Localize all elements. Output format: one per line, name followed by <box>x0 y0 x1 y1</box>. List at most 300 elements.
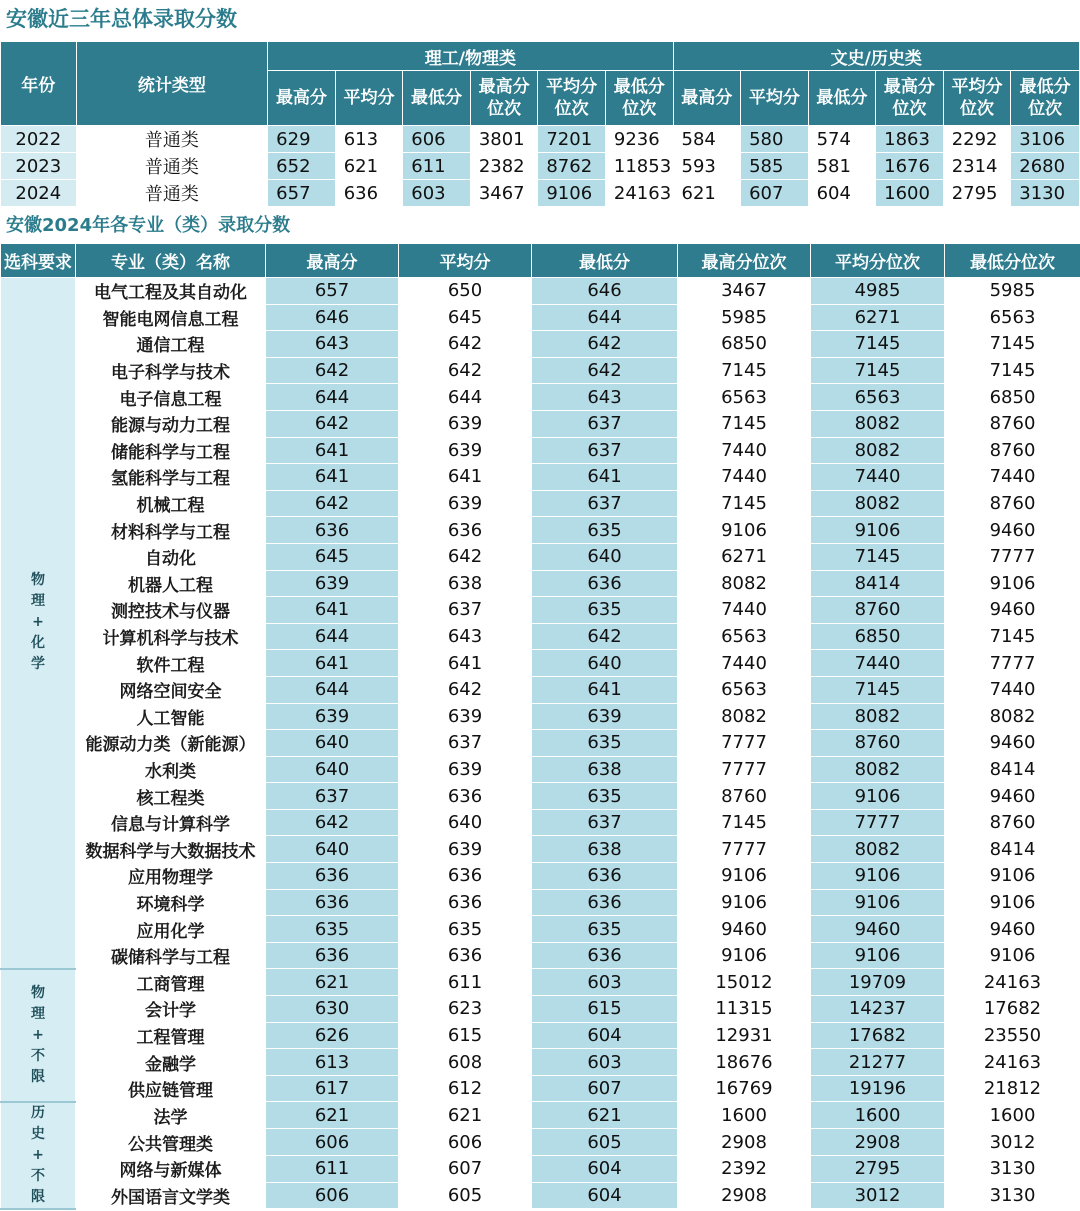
score-cell: 7145 <box>811 543 945 570</box>
score-cell: 7440 <box>678 650 811 677</box>
score-cell: 621 <box>399 1102 532 1129</box>
requirement-char: 限 <box>31 1188 45 1205</box>
column-header: 平均分位次 <box>811 244 945 278</box>
subheader-line: 最低分 <box>1019 77 1071 97</box>
score-subheader <box>268 71 336 126</box>
score-cell: 644 <box>399 384 532 411</box>
score-cell: 6850 <box>678 331 811 358</box>
table-row <box>1 1075 1080 1102</box>
score-subheader <box>673 71 741 126</box>
overall-scores-title: 安徽近三年总体录取分数 <box>6 7 237 31</box>
score-cell: 637 <box>399 730 532 757</box>
score-cell: 642 <box>266 410 399 437</box>
score-cell: 617 <box>266 1075 399 1102</box>
year-cell: 2024 <box>1 180 77 207</box>
score-cell: 642 <box>532 357 678 384</box>
score-cell: 8414 <box>945 836 1080 863</box>
table-row <box>1 863 1080 890</box>
requirement-char: 历 <box>31 1104 45 1121</box>
subheader-line: 平均分 <box>748 88 800 108</box>
score-cell: 641 <box>399 464 532 491</box>
score-cell: 644 <box>266 676 399 703</box>
score-cell: 5985 <box>945 278 1080 305</box>
requirement-char: + <box>32 614 44 631</box>
major-name-cell: 材料科学与工程 <box>76 517 266 544</box>
score-cell: 9460 <box>945 783 1080 810</box>
score-cell: 642 <box>399 331 532 358</box>
score-cell: 2795 <box>811 1155 945 1182</box>
score-cell: 3012 <box>945 1129 1080 1156</box>
score-cell: 629 <box>268 126 336 153</box>
table-row <box>1 153 1080 180</box>
column-header: 最高分 <box>266 244 399 278</box>
score-cell: 636 <box>266 517 399 544</box>
subheader-line: 位次 <box>487 99 522 119</box>
score-cell: 18676 <box>678 1049 811 1076</box>
score-cell: 640 <box>532 543 678 570</box>
score-cell: 621 <box>673 180 741 207</box>
score-cell: 9106 <box>811 863 945 890</box>
score-cell: 645 <box>266 543 399 570</box>
table-row <box>1 1155 1080 1182</box>
score-cell: 638 <box>532 836 678 863</box>
score-cell: 1600 <box>876 180 944 207</box>
score-cell: 8082 <box>811 756 945 783</box>
major-name-cell: 碳储科学与工程 <box>76 942 266 969</box>
score-cell: 24163 <box>605 180 673 207</box>
score-cell: 8414 <box>945 756 1080 783</box>
score-cell: 637 <box>532 437 678 464</box>
score-cell: 643 <box>399 623 532 650</box>
score-cell: 7777 <box>678 730 811 757</box>
score-cell: 642 <box>399 543 532 570</box>
major-name-cell: 供应链管理 <box>76 1075 266 1102</box>
score-cell: 8082 <box>811 437 945 464</box>
score-cell: 8760 <box>811 597 945 624</box>
score-cell: 635 <box>266 916 399 943</box>
score-cell: 7777 <box>678 756 811 783</box>
score-cell: 640 <box>266 836 399 863</box>
major-name-cell: 法学 <box>76 1102 266 1129</box>
major-name-cell: 环境科学 <box>76 889 266 916</box>
major-name-cell: 电子信息工程 <box>76 384 266 411</box>
score-cell: 9106 <box>811 783 945 810</box>
score-cell: 640 <box>266 756 399 783</box>
score-cell: 24163 <box>945 1049 1080 1076</box>
table-row <box>1 357 1080 384</box>
score-cell: 12931 <box>678 1022 811 1049</box>
score-cell: 636 <box>399 863 532 890</box>
score-cell: 15012 <box>678 969 811 996</box>
score-cell: 7777 <box>945 543 1080 570</box>
score-cell: 1600 <box>945 1102 1080 1129</box>
score-cell: 6271 <box>811 304 945 331</box>
score-cell: 7145 <box>678 357 811 384</box>
score-cell: 7145 <box>678 809 811 836</box>
score-cell: 639 <box>399 410 532 437</box>
subheader-line: 最低分 <box>613 77 665 97</box>
subheader-line: 位次 <box>892 99 927 119</box>
score-cell: 2908 <box>811 1129 945 1156</box>
score-cell: 6563 <box>945 304 1080 331</box>
requirement-char: 化 <box>31 635 45 652</box>
score-cell: 635 <box>399 916 532 943</box>
score-cell: 640 <box>399 809 532 836</box>
score-cell: 639 <box>399 756 532 783</box>
subheader-line: 最低分 <box>411 88 463 108</box>
score-cell: 615 <box>532 996 678 1023</box>
subheader-line: 位次 <box>959 99 994 119</box>
score-cell: 642 <box>399 676 532 703</box>
column-header: 专业（类）名称 <box>76 244 266 278</box>
score-cell: 2292 <box>943 126 1011 153</box>
score-cell: 9106 <box>811 517 945 544</box>
score-cell: 16769 <box>678 1075 811 1102</box>
score-cell: 7440 <box>811 464 945 491</box>
column-header: 最低分 <box>532 244 678 278</box>
score-cell: 657 <box>268 180 336 207</box>
score-cell: 7440 <box>945 676 1080 703</box>
score-cell: 621 <box>266 969 399 996</box>
score-cell: 7440 <box>945 464 1080 491</box>
major-name-cell: 能源与动力工程 <box>76 410 266 437</box>
score-cell: 638 <box>532 756 678 783</box>
score-cell: 641 <box>399 650 532 677</box>
subheader-line: 平均分 <box>546 77 598 97</box>
year-header: 年份 <box>1 42 77 126</box>
score-cell: 5985 <box>678 304 811 331</box>
major-name-cell: 人工智能 <box>76 703 266 730</box>
score-cell: 637 <box>399 597 532 624</box>
major-name-cell: 计算机科学与技术 <box>76 623 266 650</box>
score-cell: 9460 <box>945 730 1080 757</box>
score-cell: 9106 <box>945 889 1080 916</box>
score-cell: 7145 <box>811 676 945 703</box>
column-header: 平均分 <box>399 244 532 278</box>
major-name-cell: 电子科学与技术 <box>76 357 266 384</box>
score-cell: 638 <box>399 570 532 597</box>
score-cell: 639 <box>266 703 399 730</box>
overall-header-row <box>1 42 1080 71</box>
score-cell: 8760 <box>945 437 1080 464</box>
score-cell: 1600 <box>811 1102 945 1129</box>
score-cell: 11853 <box>605 153 673 180</box>
major-name-cell: 机械工程 <box>76 490 266 517</box>
score-cell: 3106 <box>1011 126 1080 153</box>
score-cell: 8082 <box>945 703 1080 730</box>
score-cell: 642 <box>532 331 678 358</box>
table-row <box>1 304 1080 331</box>
table-row <box>1 1182 1080 1209</box>
subheader-line: 平均分 <box>951 77 1003 97</box>
major-name-cell: 工程管理 <box>76 1022 266 1049</box>
score-cell: 636 <box>532 942 678 969</box>
score-cell: 21812 <box>945 1075 1080 1102</box>
score-cell: 626 <box>266 1022 399 1049</box>
table-row <box>1 543 1080 570</box>
score-cell: 8760 <box>811 730 945 757</box>
major-name-cell: 软件工程 <box>76 650 266 677</box>
type-cell: 普通类 <box>76 180 268 207</box>
score-cell: 3012 <box>811 1182 945 1209</box>
major-name-cell: 应用化学 <box>76 916 266 943</box>
table-row <box>1 650 1080 677</box>
score-cell: 593 <box>673 153 741 180</box>
score-cell: 635 <box>532 730 678 757</box>
table-row <box>1 278 1080 305</box>
score-cell: 635 <box>532 783 678 810</box>
score-cell: 644 <box>266 623 399 650</box>
score-cell: 641 <box>266 650 399 677</box>
score-cell: 657 <box>266 278 399 305</box>
score-cell: 639 <box>266 570 399 597</box>
subheader-line: 位次 <box>1028 99 1063 119</box>
score-cell: 8760 <box>678 783 811 810</box>
score-cell: 603 <box>532 1049 678 1076</box>
score-cell: 621 <box>266 1102 399 1129</box>
major-name-cell: 应用物理学 <box>76 863 266 890</box>
major-name-cell: 数据科学与大数据技术 <box>76 836 266 863</box>
type-cell: 普通类 <box>76 153 268 180</box>
table-row <box>1 1049 1080 1076</box>
score-cell: 7777 <box>678 836 811 863</box>
score-cell: 644 <box>266 384 399 411</box>
score-cell: 636 <box>266 863 399 890</box>
score-cell: 6563 <box>678 384 811 411</box>
score-cell: 641 <box>532 464 678 491</box>
table-row <box>1 783 1080 810</box>
score-cell: 9106 <box>678 863 811 890</box>
score-cell: 642 <box>532 623 678 650</box>
table-row <box>1 437 1080 464</box>
score-cell: 607 <box>532 1075 678 1102</box>
table-row <box>1 180 1080 207</box>
subheader-line: 最高分 <box>883 77 935 97</box>
table-row <box>1 942 1080 969</box>
score-cell: 8414 <box>811 570 945 597</box>
score-cell: 636 <box>532 863 678 890</box>
major-name-cell: 智能电网信息工程 <box>76 304 266 331</box>
score-subheader <box>335 71 403 126</box>
overall-scores-table <box>0 41 1080 207</box>
table-row <box>1 331 1080 358</box>
score-cell: 1863 <box>876 126 944 153</box>
major-name-cell: 机器人工程 <box>76 570 266 597</box>
score-cell: 21277 <box>811 1049 945 1076</box>
score-cell: 574 <box>808 126 876 153</box>
score-cell: 8760 <box>945 809 1080 836</box>
table-row <box>1 464 1080 491</box>
table-row <box>1 570 1080 597</box>
table-row <box>1 1102 1080 1129</box>
score-cell: 611 <box>399 969 532 996</box>
score-cell: 8082 <box>811 703 945 730</box>
score-cell: 584 <box>673 126 741 153</box>
score-cell: 645 <box>399 304 532 331</box>
score-cell: 640 <box>532 650 678 677</box>
table-row <box>1 126 1080 153</box>
score-cell: 641 <box>532 676 678 703</box>
table-row <box>1 836 1080 863</box>
score-cell: 8082 <box>678 570 811 597</box>
score-subheader <box>741 71 809 126</box>
score-cell: 604 <box>808 180 876 207</box>
score-cell: 643 <box>266 331 399 358</box>
score-cell: 641 <box>266 437 399 464</box>
score-cell: 4985 <box>811 278 945 305</box>
table-row <box>1 889 1080 916</box>
major-name-cell: 自动化 <box>76 543 266 570</box>
score-cell: 8082 <box>811 490 945 517</box>
major-name-cell: 水利类 <box>76 756 266 783</box>
requirement-char: 不 <box>31 1167 45 1184</box>
subheader-line: 位次 <box>622 99 657 119</box>
score-cell: 636 <box>399 889 532 916</box>
score-cell: 19709 <box>811 969 945 996</box>
score-cell: 636 <box>532 570 678 597</box>
score-cell: 7145 <box>945 357 1080 384</box>
score-cell: 9460 <box>945 916 1080 943</box>
major-name-cell: 工商管理 <box>76 969 266 996</box>
score-cell: 1600 <box>678 1102 811 1129</box>
score-cell: 6850 <box>945 384 1080 411</box>
type-cell: 普通类 <box>76 126 268 153</box>
score-cell: 8082 <box>811 836 945 863</box>
score-cell: 650 <box>399 278 532 305</box>
score-cell: 9106 <box>945 570 1080 597</box>
score-cell: 611 <box>403 153 471 180</box>
major-name-cell: 信息与计算科学 <box>76 809 266 836</box>
requirement-char: 物 <box>31 984 45 1001</box>
score-cell: 7440 <box>811 650 945 677</box>
table-row <box>1 1129 1080 1156</box>
score-cell: 7440 <box>678 464 811 491</box>
score-cell: 637 <box>532 809 678 836</box>
subject-requirement-cell <box>1 278 76 969</box>
table-row <box>1 676 1080 703</box>
score-cell: 9106 <box>811 889 945 916</box>
score-cell: 581 <box>808 153 876 180</box>
subheader-line: 最低分 <box>816 88 868 108</box>
subject-group-header: 文史/历史类 <box>673 42 1079 71</box>
year-cell: 2022 <box>1 126 77 153</box>
score-cell: 607 <box>741 180 809 207</box>
score-cell: 639 <box>399 490 532 517</box>
score-cell: 637 <box>532 490 678 517</box>
score-cell: 7145 <box>945 623 1080 650</box>
major-name-cell: 公共管理类 <box>76 1129 266 1156</box>
major-name-cell: 氢能科学与工程 <box>76 464 266 491</box>
score-cell: 636 <box>399 783 532 810</box>
score-cell: 6563 <box>811 384 945 411</box>
score-cell: 8762 <box>538 153 606 180</box>
major-scores-table <box>0 243 1080 1210</box>
score-cell: 1676 <box>876 153 944 180</box>
major-name-cell: 通信工程 <box>76 331 266 358</box>
score-cell: 606 <box>403 126 471 153</box>
score-cell: 7145 <box>811 357 945 384</box>
score-cell: 3130 <box>1011 180 1080 207</box>
score-cell: 646 <box>266 304 399 331</box>
requirement-char: 理 <box>31 593 45 610</box>
score-subheader <box>1011 71 1080 126</box>
score-cell: 605 <box>399 1182 532 1209</box>
score-cell: 642 <box>266 357 399 384</box>
score-cell: 2314 <box>943 153 1011 180</box>
column-header: 选科要求 <box>1 244 76 278</box>
score-cell: 3467 <box>470 180 538 207</box>
score-cell: 7145 <box>678 410 811 437</box>
major-header-row <box>1 244 1080 278</box>
table-row <box>1 597 1080 624</box>
score-cell: 9460 <box>945 597 1080 624</box>
score-cell: 615 <box>399 1022 532 1049</box>
type-header: 统计类型 <box>76 42 268 126</box>
score-cell: 652 <box>268 153 336 180</box>
score-cell: 604 <box>532 1022 678 1049</box>
score-cell: 8082 <box>811 410 945 437</box>
table-row <box>1 623 1080 650</box>
major-name-cell: 储能科学与工程 <box>76 437 266 464</box>
score-cell: 8082 <box>678 703 811 730</box>
requirement-char: + <box>32 1026 44 1043</box>
score-cell: 2382 <box>470 153 538 180</box>
requirement-char: 限 <box>31 1068 45 1085</box>
subject-requirement-cell <box>1 1102 76 1209</box>
score-subheader <box>943 71 1011 126</box>
score-subheader <box>470 71 538 126</box>
score-cell: 642 <box>266 809 399 836</box>
table-row <box>1 996 1080 1023</box>
score-cell: 2680 <box>1011 153 1080 180</box>
table-row <box>1 384 1080 411</box>
major-name-cell: 核工程类 <box>76 783 266 810</box>
score-cell: 7777 <box>811 809 945 836</box>
major-name-cell: 金融学 <box>76 1049 266 1076</box>
score-cell: 641 <box>266 464 399 491</box>
score-cell: 7145 <box>945 331 1080 358</box>
score-cell: 6563 <box>678 623 811 650</box>
score-cell: 605 <box>532 1129 678 1156</box>
table-row <box>1 1022 1080 1049</box>
score-cell: 621 <box>335 153 403 180</box>
requirement-char: 理 <box>31 1005 45 1022</box>
major-name-cell: 会计学 <box>76 996 266 1023</box>
score-cell: 14237 <box>811 996 945 1023</box>
score-cell: 611 <box>266 1155 399 1182</box>
table-row <box>1 730 1080 757</box>
score-cell: 603 <box>532 969 678 996</box>
score-cell: 635 <box>532 517 678 544</box>
score-cell: 585 <box>741 153 809 180</box>
score-cell: 7777 <box>945 650 1080 677</box>
score-cell: 643 <box>532 384 678 411</box>
score-cell: 7145 <box>811 331 945 358</box>
score-cell: 9460 <box>678 916 811 943</box>
requirement-char: 学 <box>31 656 45 673</box>
year-cell: 2023 <box>1 153 77 180</box>
score-cell: 636 <box>266 889 399 916</box>
score-cell: 606 <box>399 1129 532 1156</box>
score-subheader <box>538 71 606 126</box>
score-cell: 3467 <box>678 278 811 305</box>
major-name-cell: 外国语言文学类 <box>76 1182 266 1209</box>
score-cell: 17682 <box>945 996 1080 1023</box>
score-cell: 17682 <box>811 1022 945 1049</box>
score-cell: 580 <box>741 126 809 153</box>
major-scores-title: 安徽2024年各专业（类）录取分数 <box>6 215 291 236</box>
score-subheader <box>605 71 673 126</box>
